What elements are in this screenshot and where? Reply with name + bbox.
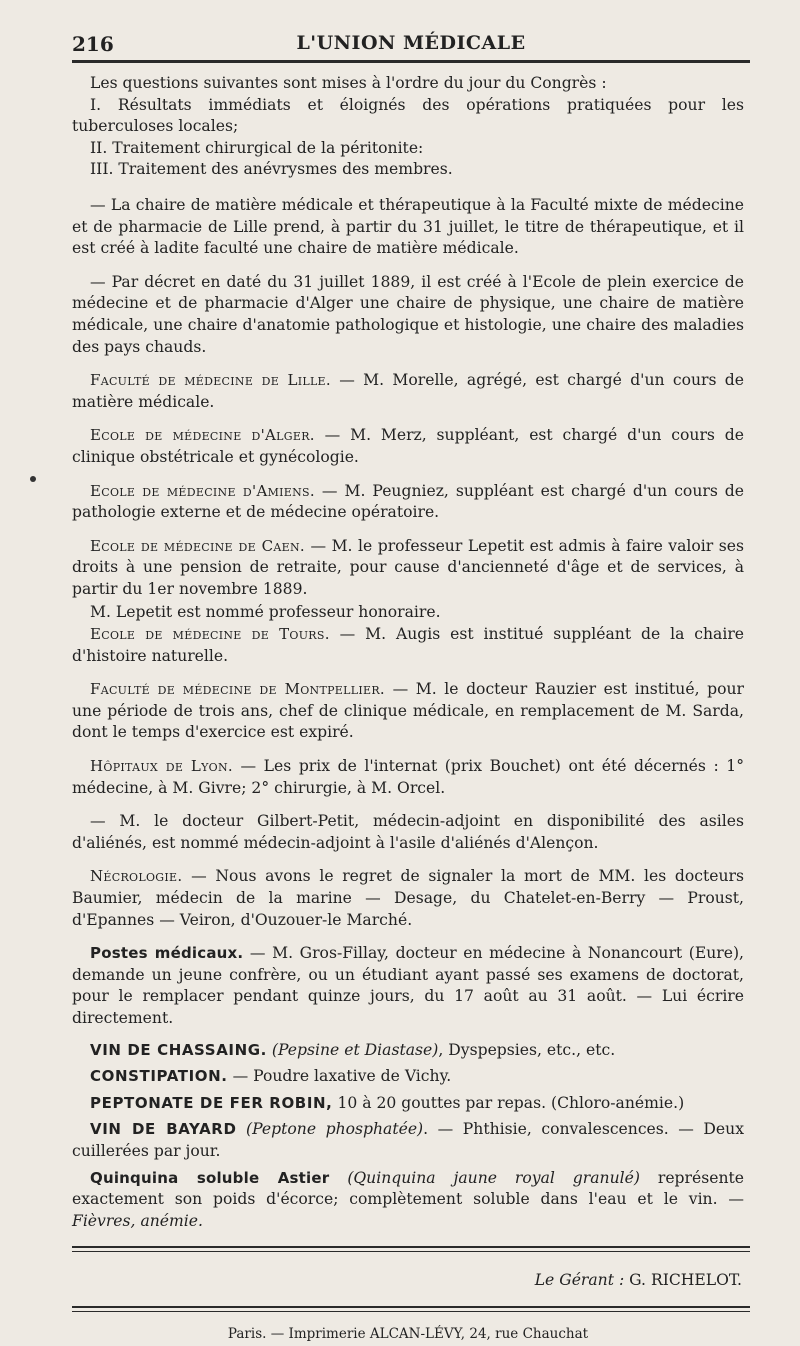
ink-spot xyxy=(30,476,36,482)
announcement-text: — M. Augis est institué suppléant de la chaire d'histoire naturelle. xyxy=(72,625,745,665)
ad-text: représente exactement son poids d'écorce; complètement soluble dans l'eau et le vin. — xyxy=(72,1168,744,1209)
ad-text: , Dyspepsies, etc., etc. xyxy=(438,1040,616,1059)
ad-line xyxy=(72,1093,744,1115)
lepetit-honorary: M. Lepetit est nommé professeur honoraire. xyxy=(90,603,441,622)
announcement-heading: Ecole de médecine d'Amiens. xyxy=(90,481,315,500)
ad-line xyxy=(72,1066,744,1088)
printer-imprint: Paris. — Imprimerie ALCAN-LÉVY, 24, rue Chauchat xyxy=(227,1325,589,1342)
announcement-heading: Ecole de médecine de Caen. xyxy=(90,536,305,555)
ad-italic: Fièvres, anémie. xyxy=(72,1211,203,1230)
ad-name: CONSTIPATION. xyxy=(90,1067,228,1086)
announcement xyxy=(72,481,744,524)
postes-paragraph xyxy=(72,943,744,1029)
announcement-heading: Hôpitaux de Lyon. xyxy=(90,757,233,776)
announcement-heading: Faculté de médecine de Montpellier. xyxy=(90,680,385,699)
journal-title: L'UNION MÉDICALE xyxy=(296,32,526,54)
postes-heading: Postes médicaux. xyxy=(90,944,244,963)
ad-text: . — Phthisie, convalescences. — Deux cuillerées par jour. xyxy=(72,1120,744,1160)
lille-chair-paragraph: — La chaire de matière médicale et thérapeutique à la Faculté mixte de médecine et de pharmacie de Lille prend, à partir du 31 juillet, le titre de thérapeutique, et il est créé à ladite faculté une chaire de matière médicale. xyxy=(72,195,744,258)
divider xyxy=(72,1251,750,1252)
announcement-text: — M. Peugniez, suppléant est chargé d'un cours de pathologie externe et de médecine opératoire. xyxy=(72,481,745,522)
alger-decree-paragraph: — Par décret en daté du 31 juillet 1889, il est créé à l'Ecole de plein exercice de médecine et de pharmacie d'Alger une chaire de physique, une chaire de matière médicale, une chaire d'anatomie pathologique et histologie, une chaire des maladies des pays chauds. xyxy=(72,272,744,356)
ad-name: VIN DE BAYARD xyxy=(90,1120,237,1139)
necrology-paragraph xyxy=(72,866,744,931)
necrology-text: — Nous avons le regret de signaler la mort de MM. les docteurs Baumier, médecin de la marine — Desage, du Chatelet-en-Berry — Proust, d'Epannes — Veiron, d'Ouzouer-le Marché. xyxy=(72,867,744,929)
manager-signature xyxy=(72,1270,742,1292)
announcement-text: — M. le docteur Rauzier est institué, pour une période de trois ans, chef de clinique médicale, en remplacement de M. Sarda, dont le temps d'exercice est expiré. xyxy=(72,680,744,742)
manager-name: G. RICHELOT. xyxy=(624,1271,742,1290)
congress-item: II. Traitement chirurgical de la péritonite: xyxy=(90,138,424,157)
page-number: 216 xyxy=(72,32,114,56)
advertisements xyxy=(72,1040,744,1233)
ad-name: PEPTONATE DE FER ROBIN, xyxy=(90,1093,333,1112)
divider xyxy=(72,1311,750,1312)
divider xyxy=(72,1246,750,1248)
announcement xyxy=(72,425,744,468)
congress-intro: Les questions suivantes sont mises à l'ordre du jour du Congrès : xyxy=(90,74,607,92)
ad-name: Quinquina soluble Astier xyxy=(90,1168,330,1187)
gilbert-petit-paragraph: — M. le docteur Gilbert-Petit, médecin-adjoint en disponibilité des asiles d'aliénés, est nommé médecin-adjoint à l'asile d'aliénés d'Alençon. xyxy=(72,812,744,852)
ad-line xyxy=(72,1168,744,1233)
announcement-text: — M. le professeur Lepetit est admis à faire valoir ses droits à une pension de retraite, pour cause d'ancienneté d'âge et de services, à partir du 1er novembre 1889. xyxy=(72,536,744,598)
postes-text: — M. Gros-Fillay, docteur en médecine à Nonancourt (Eure), demande un jeune confrère, ou un étudiant ayant passé ses examens de doctorat, pour le remplacer pendant quinze jours, du 17 août au 31 août. — Lui écrire directement. xyxy=(72,944,745,1027)
announcement xyxy=(72,536,744,601)
congress-item: III. Traitement des anévrysmes des membres. xyxy=(90,160,453,179)
divider xyxy=(72,1306,750,1308)
ad-line xyxy=(72,1040,744,1062)
ad-text: 10 à 20 gouttes par repas. (Chloro-anémie.) xyxy=(332,1093,685,1112)
ad-italic: (Quinquina jaune royal granulé) xyxy=(347,1168,640,1187)
announcement xyxy=(72,756,744,799)
announcement xyxy=(72,679,744,744)
ad-name: VIN DE CHASSAING. xyxy=(90,1040,267,1059)
ad-text: — Poudre laxative de Vichy. xyxy=(227,1067,452,1086)
ad-italic: (Peptone phosphatée) xyxy=(246,1120,424,1139)
ad-italic: (Pepsine et Diastase) xyxy=(271,1040,439,1059)
announcement-heading: Faculté de médecine de Lille. xyxy=(90,371,331,390)
congress-item: I. Résultats immédiats et éloignés des opérations pratiquées pour les tuberculoses locales; xyxy=(72,95,744,136)
announcement xyxy=(72,624,744,667)
announcement-text: — Les prix de l'internat (prix Bouchet) ont été décernés : 1° médecine, à M. Givre; 2° chirurgie, à M. Orcel. xyxy=(72,757,744,797)
article-body xyxy=(72,73,744,1346)
necrology-heading: Nécrologie. xyxy=(90,867,183,886)
announcement-text: — M. Morelle, agrégé, est chargé d'un cours de matière médicale. xyxy=(72,371,744,411)
ad-line xyxy=(72,1119,744,1162)
announcement xyxy=(72,370,744,413)
announcement-heading: Ecole de médecine de Tours. xyxy=(90,625,330,644)
manager-label: Le Gérant : xyxy=(534,1271,625,1290)
announcement-heading: Ecole de médecine d'Alger. xyxy=(90,426,315,445)
page-header xyxy=(72,26,750,63)
announcement-text: — M. Merz, suppléant, est chargé d'un cours de clinique obstétricale et gynécologie. xyxy=(72,426,744,466)
